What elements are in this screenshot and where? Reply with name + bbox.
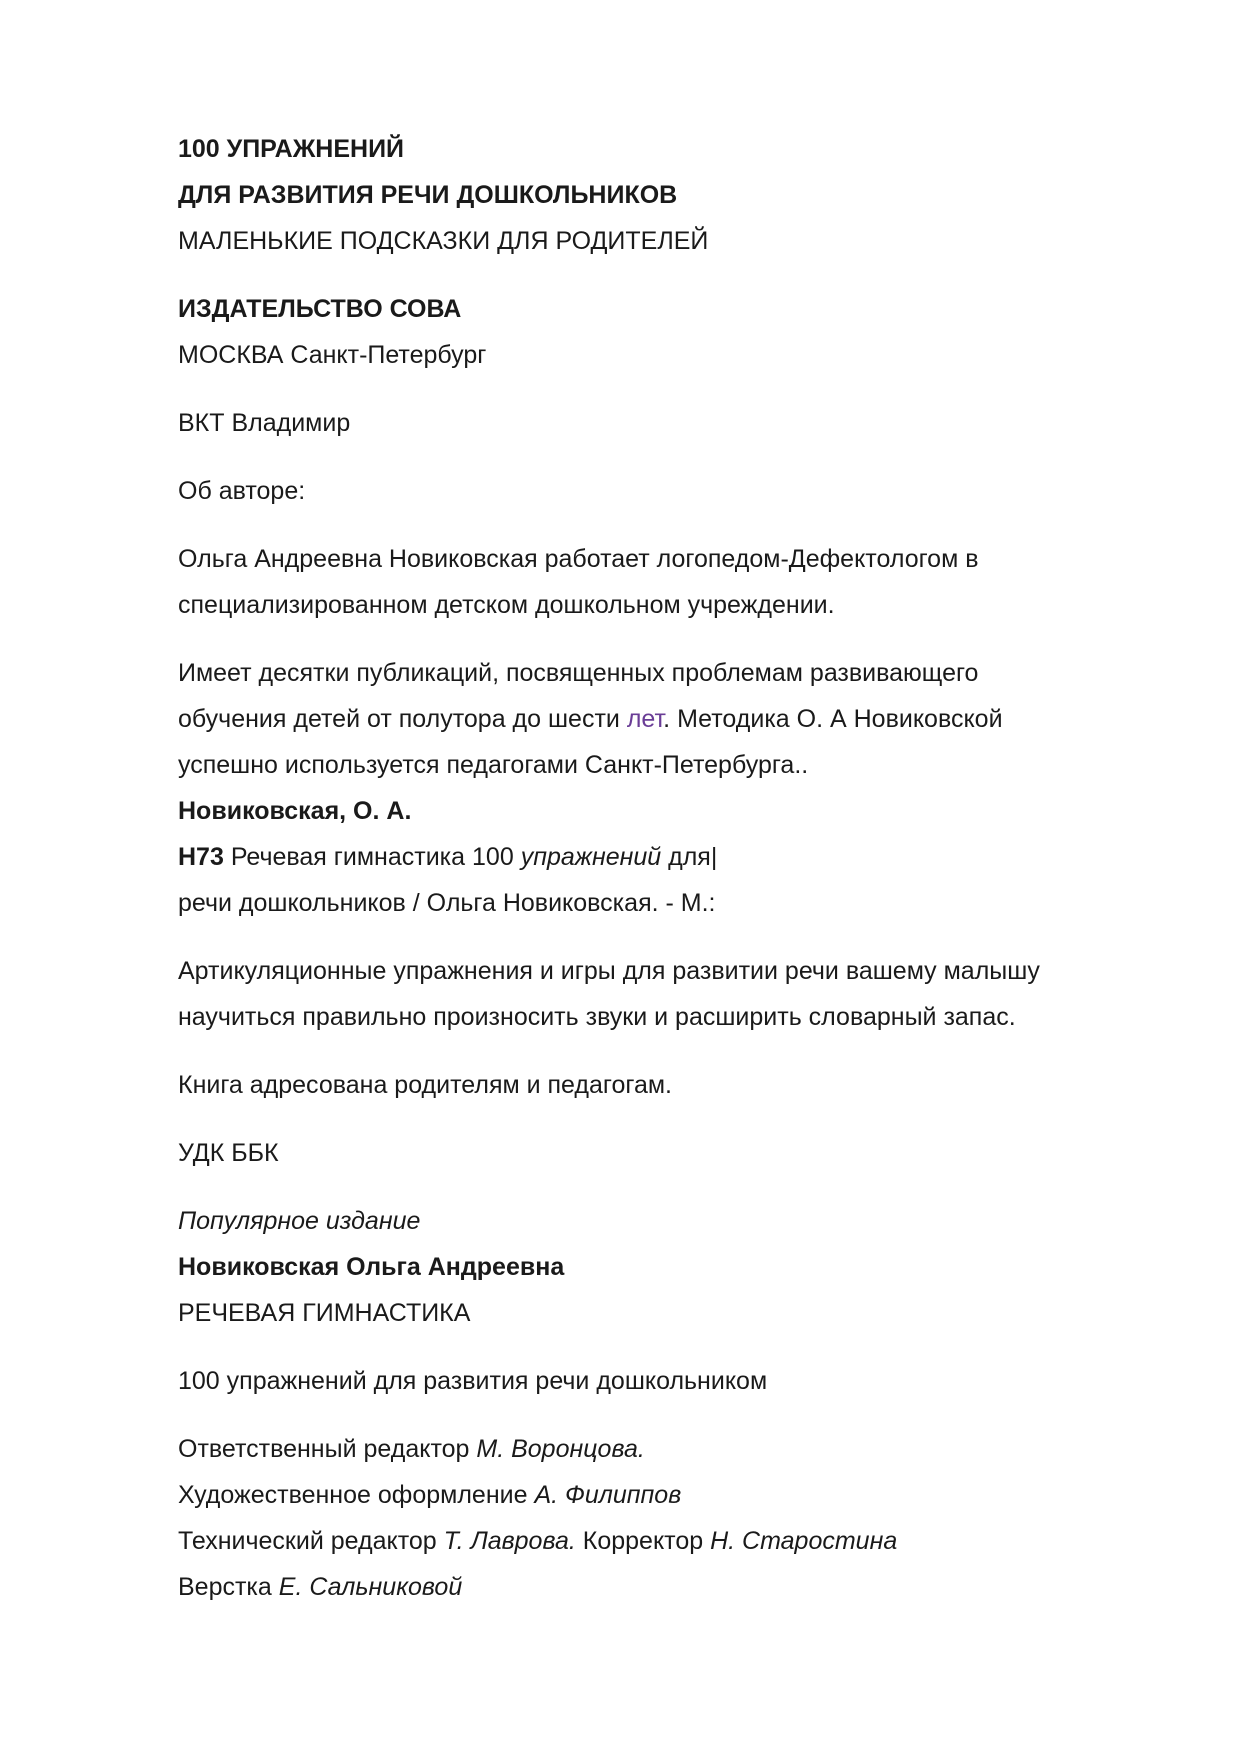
credit-proof-name: Н. Старостина — [710, 1527, 898, 1555]
imprint-book-subtitle: 100 упражнений для развития речи дошкольником — [178, 1367, 768, 1395]
about-para1-line1: Ольга Андреевна Новиковская работает логопедом-Дефектологом в — [178, 545, 979, 573]
annotation-line2: научиться правильно произносить звуки и расширить словарный запас. — [178, 1003, 1016, 1031]
years-link[interactable]: лет — [626, 705, 664, 733]
catalog-author: Новиковская, О. А. — [178, 797, 412, 825]
credit-layout-name: Е. Сальниковой — [278, 1573, 463, 1601]
about-para1-line2: специализированном детском дошкольном учреждении. — [178, 591, 835, 619]
credit-design-name: А. Филиппов — [534, 1481, 682, 1509]
credit-editor-name: М. Воронцова. — [476, 1435, 645, 1463]
publisher-name: ИЗДАТЕЛЬСТВО СОВА — [178, 295, 462, 323]
document-page — [178, 126, 1178, 1610]
catalog-title-line — [178, 834, 1178, 880]
udk-bbk: УДК ББК — [178, 1139, 279, 1167]
edition-type: Популярное издание — [178, 1207, 421, 1235]
publisher-cities: МОСКВА Санкт-Петербург — [178, 341, 487, 369]
credit-design — [178, 1472, 1178, 1518]
credit-editor-label: Ответственный редактор — [178, 1435, 477, 1463]
credit-proof-label: Корректор — [575, 1527, 711, 1555]
catalog-title-italic: упражнений — [520, 843, 662, 871]
credit-design-label: Художественное оформление — [178, 1481, 535, 1509]
about-para2-line3: успешно используется педагогами Санкт-Петербурга.. — [178, 751, 809, 779]
catalog-line2: речи дошкольников / Ольга Новиковская. - М.: — [178, 889, 716, 917]
credit-tech-label: Технический редактор — [178, 1527, 444, 1555]
about-para2-line2-end: . Методика О. А Новиковской — [663, 705, 1003, 733]
credit-layout — [178, 1564, 1178, 1610]
about-para2-line2 — [178, 696, 1178, 742]
imprint-book-title: РЕЧЕВАЯ ГИМНАСТИКА — [178, 1299, 471, 1327]
catalog-title-start: Речевая гимнастика 100 — [223, 843, 521, 871]
credit-tech-name: Т. Лаврова. — [443, 1527, 576, 1555]
printer: ВКТ Владимир — [178, 409, 351, 437]
about-para2-line1: Имеет десятки публикаций, посвященных проблемам развивающего — [178, 659, 979, 687]
book-title-line1: 100 УПРАЖНЕНИЙ — [178, 135, 405, 163]
credit-layout-label: Верстка — [178, 1573, 279, 1601]
catalog-code: Н73 — [178, 843, 224, 871]
audience: Книга адресована родителям и педагогам. — [178, 1071, 672, 1099]
credit-tech-proof — [178, 1518, 1178, 1564]
annotation-line1: Артикуляционные упражнения и игры для развитии речи вашему малышу — [178, 957, 1040, 985]
about-para2-line2-start: обучения детей от полутора до шести — [178, 705, 627, 733]
book-title-line2: ДЛЯ РАЗВИТИЯ РЕЧИ ДОШКОЛЬНИКОВ — [178, 181, 678, 209]
book-subtitle: МАЛЕНЬКИЕ ПОДСКАЗКИ ДЛЯ РОДИТЕЛЕЙ — [178, 227, 709, 255]
imprint-author: Новиковская Ольга Андреевна — [178, 1253, 565, 1281]
catalog-title-end: для| — [661, 843, 718, 871]
credit-editor — [178, 1426, 1178, 1472]
about-heading: Об авторе: — [178, 477, 306, 505]
